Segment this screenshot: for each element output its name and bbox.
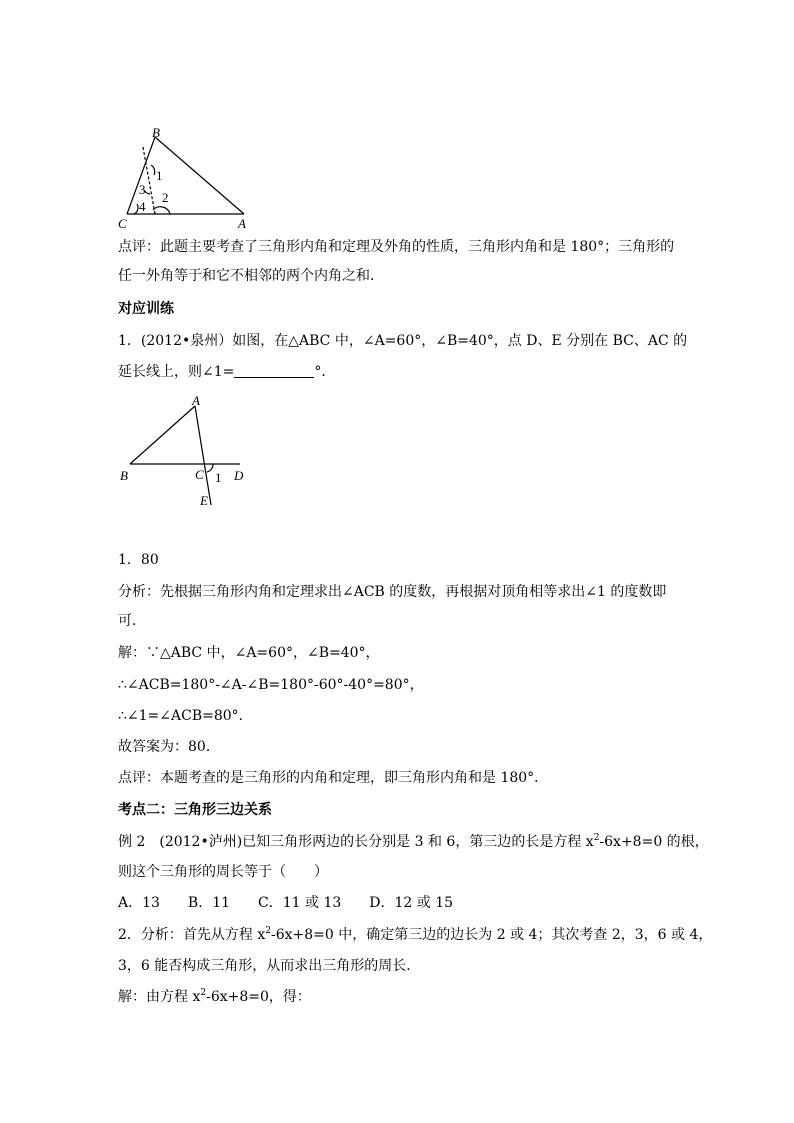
solution-1-line-4: 故答案为：80．: [118, 739, 220, 755]
triangle-figure-2: [115, 390, 255, 515]
review-1-line-1: 点评：此题主要考查了三角形内角和定理及外角的性质，三角形内角和是 180°；三角形的: [118, 239, 675, 255]
label-c: C: [118, 216, 127, 231]
point-2-heading: 考点二：三角形三边关系: [118, 802, 272, 818]
exponent: 2: [200, 988, 207, 998]
label-angle-1: 1: [156, 168, 163, 183]
analysis-2-line-1: [118, 925, 712, 945]
arc-1: [207, 464, 213, 472]
triangle-figure-1: [110, 122, 260, 232]
label-angle-4: 4: [139, 199, 146, 214]
label-e: E: [200, 493, 208, 508]
line-ae: [195, 406, 211, 505]
question-1-degree: °．: [314, 364, 336, 380]
question-1-line-1: 1．(2012•泉州）如图，在△ABC 中，∠A=60°，∠B=40°，点 D、E 分别在 BC、AC 的: [118, 333, 688, 349]
label-d: D: [234, 468, 244, 483]
analysis-1-line-2: 可．: [118, 613, 146, 629]
review-2: 点评：本题考查的是三角形的内角和定理，即三角形内角和是 180°．: [118, 770, 549, 786]
label-angle-2: 2: [162, 190, 169, 205]
label-a: A: [192, 393, 200, 408]
solution-2-text: 解：由方程 x: [118, 989, 201, 1005]
example-2-options: A．13 B．11 C．11 或 13 D．12 或 15: [118, 895, 454, 911]
solution-1-line-3: ∴∠1=∠ACB=80°．: [118, 708, 253, 724]
example-2-text-end: -6x+8=0 的根，: [599, 834, 709, 850]
question-1-line-2: [118, 362, 335, 382]
label-b: B: [120, 468, 128, 483]
question-1-text: 延长线上，则∠1=: [118, 364, 235, 380]
side-ab: [130, 406, 195, 464]
arc-4: [134, 204, 138, 214]
analysis-2-line-2: 3，6 能否构成三角形，从而求出三角形的周长．: [118, 958, 421, 974]
analysis-2-text-end: -6x+8=0 中，确定第三边的边长为 2 或 4；其次考查 2，3，6 或 4，: [271, 927, 713, 943]
example-2-text: 例 2 (2012•泸州)已知三角形两边的长分别是 3 和 6，第三边的长是方程 x: [118, 834, 594, 850]
solution-1-line-2: ∴∠ACB=180°-∠A-∠B=180°-60°-40°=80°，: [118, 677, 424, 693]
label-a: A: [238, 216, 246, 231]
analysis-2-text: 2．分析：首先从方程 x: [118, 927, 266, 943]
label-angle-1: 1: [215, 470, 222, 485]
arc-1: [151, 165, 155, 175]
review-1-line-2: 任一外角等于和它不相邻的两个内角之和．: [118, 268, 384, 284]
answer-blank: [234, 363, 314, 378]
solution-1-line-1: 解：∵△ABC 中，∠A=60°，∠B=40°，: [118, 645, 380, 661]
answer-1: 1．80: [118, 552, 159, 568]
label-b: B: [152, 125, 160, 140]
exponent: 2: [593, 833, 600, 843]
label-angle-3: 3: [139, 182, 146, 197]
solution-2-line-1: [118, 987, 311, 1007]
label-c: C: [195, 467, 204, 482]
analysis-1-line-1: 分析：先根据三角形内角和定理求出∠ACB 的度数，再根据对顶角相等求出∠1 的度数即: [118, 584, 667, 600]
exponent: 2: [265, 926, 271, 936]
arc-2: [153, 207, 170, 214]
example-2-line-2: 则这个三角形的周长等于（ ）: [118, 864, 328, 880]
example-2-line-1: [118, 832, 709, 852]
solution-2-text-end: -6x+8=0，得：: [206, 989, 311, 1005]
training-heading: 对应训练: [118, 301, 174, 317]
